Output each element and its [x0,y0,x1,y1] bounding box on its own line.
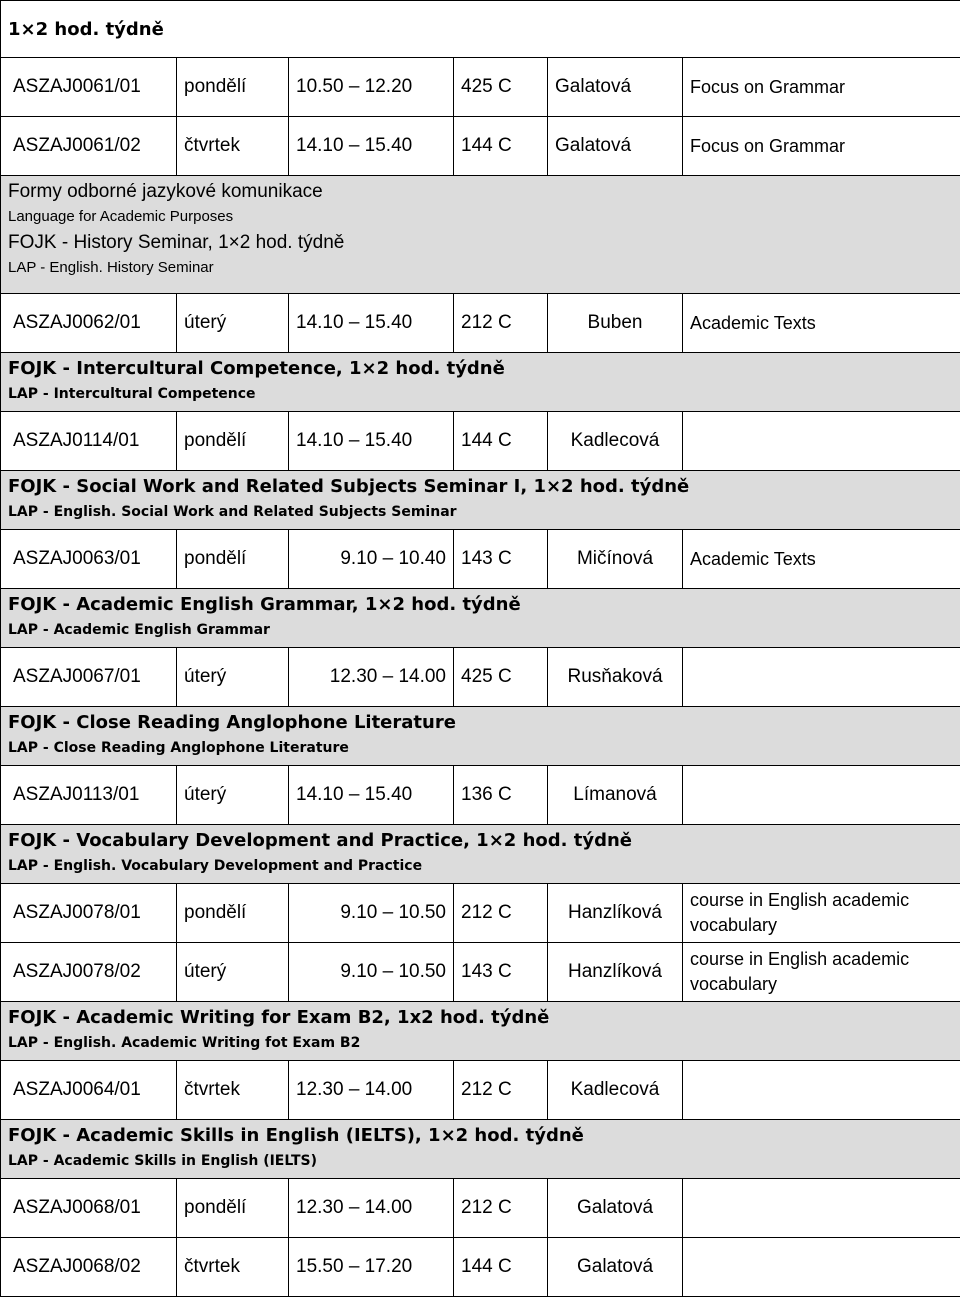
teacher: Galatová [548,1179,683,1238]
time: 9.10 – 10.40 [289,530,454,589]
note [683,766,960,825]
room: 212 C [454,1179,548,1238]
section-subtitle: LAP - English. Academic Writing fot Exam B2 [8,1035,361,1051]
section-header [1,825,960,884]
time: 12.30 – 14.00 [289,1179,454,1238]
time: 9.10 – 10.50 [289,884,454,943]
note: Focus on Grammar [683,117,960,176]
section-subtitle: LAP - Intercultural Competence [8,386,256,402]
teacher: Límanová [548,766,683,825]
teacher: Kadlecová [548,1061,683,1120]
note: Academic Texts [683,294,960,353]
room: 143 C [454,530,548,589]
table-row [1,1179,960,1238]
course-code: ASZAJ0064/01 [1,1061,177,1120]
section-subtitle: LAP - English. Vocabulary Development and Practice [8,858,423,874]
note [683,648,960,707]
table-row [1,117,960,176]
time: 15.50 – 17.20 [289,1238,454,1297]
header-row [1,1,960,58]
teacher: Galatová [548,58,683,117]
day: úterý [177,766,289,825]
room: 144 C [454,1238,548,1297]
course-code: ASZAJ0078/01 [1,884,177,943]
time: 14.10 – 15.40 [289,117,454,176]
section-cell [1,176,960,294]
header-cell: 1×2 hod. týdně [1,1,960,58]
note: course in English academic vocabulary [683,943,960,1002]
time: 12.30 – 14.00 [289,1061,454,1120]
day: čtvrtek [177,117,289,176]
teacher: Hanzlíková [548,943,683,1002]
note [683,1061,960,1120]
time: 14.10 – 15.40 [289,412,454,471]
section-header [1,471,960,530]
time: 12.30 – 14.00 [289,648,454,707]
section-cell [1,471,960,530]
note [683,1238,960,1297]
section-title: Formy odborné jazykové komunikace [8,181,323,202]
note [683,412,960,471]
section-title: FOJK - Academic Writing for Exam B2, 1x2 hod. týdně [8,1007,550,1028]
room: 425 C [454,648,548,707]
table-row [1,766,960,825]
section-title: FOJK - Academic Skills in English (IELTS), 1×2 hod. týdně [8,1125,584,1146]
time: 10.50 – 12.20 [289,58,454,117]
teacher: Buben [548,294,683,353]
table-row [1,648,960,707]
room: 212 C [454,884,548,943]
table-row [1,412,960,471]
room: 212 C [454,294,548,353]
day: pondělí [177,58,289,117]
teacher: Hanzlíková [548,884,683,943]
room: 136 C [454,766,548,825]
note: course in English academic vocabulary [683,884,960,943]
section-subtitle: LAP - English. Social Work and Related Subjects Seminar [8,504,457,520]
section-subtitle: LAP - Academic English Grammar [8,622,270,638]
section-title: FOJK - Intercultural Competence, 1×2 hod. týdně [8,358,505,379]
section-cell [1,589,960,648]
teacher: Galatová [548,1238,683,1297]
section-header [1,589,960,648]
course-code: ASZAJ0063/01 [1,530,177,589]
section-cell [1,1120,960,1179]
day: čtvrtek [177,1061,289,1120]
section-header [1,707,960,766]
section-title: FOJK - Social Work and Related Subjects Seminar I, 1×2 hod. týdně [8,476,690,497]
course-code: ASZAJ0113/01 [1,766,177,825]
section-subtitle: LAP - Academic Skills in English (IELTS) [8,1153,317,1169]
table-row [1,943,960,1002]
course-code: ASZAJ0061/01 [1,58,177,117]
teacher: Kadlecová [548,412,683,471]
time: 9.10 – 10.50 [289,943,454,1002]
table-row [1,294,960,353]
day: pondělí [177,1179,289,1238]
section-cell [1,1002,960,1061]
course-code: ASZAJ0078/02 [1,943,177,1002]
table-row [1,1238,960,1297]
day: úterý [177,943,289,1002]
time: 14.10 – 15.40 [289,766,454,825]
section-title: FOJK - Vocabulary Development and Practice, 1×2 hod. týdně [8,830,632,851]
course-code: ASZAJ0068/01 [1,1179,177,1238]
note [683,1179,960,1238]
course-code: ASZAJ0068/02 [1,1238,177,1297]
course-code: ASZAJ0061/02 [1,117,177,176]
section-header [1,176,960,294]
day: pondělí [177,412,289,471]
section-header [1,1002,960,1061]
table-row [1,884,960,943]
table-row [1,1061,960,1120]
section-subtitle: LAP - English. History Seminar [8,259,214,276]
course-code: ASZAJ0067/01 [1,648,177,707]
section-cell [1,707,960,766]
day: čtvrtek [177,1238,289,1297]
teacher: Mičínová [548,530,683,589]
section-subtitle: LAP - Close Reading Anglophone Literature [8,740,349,756]
note: Focus on Grammar [683,58,960,117]
day: úterý [177,294,289,353]
room: 212 C [454,1061,548,1120]
section-title: FOJK - Close Reading Anglophone Literature [8,712,456,733]
room: 144 C [454,412,548,471]
note: Academic Texts [683,530,960,589]
section-cell [1,353,960,412]
course-code: ASZAJ0062/01 [1,294,177,353]
section-title: FOJK - History Seminar, 1×2 hod. týdně [8,232,345,253]
day: úterý [177,648,289,707]
teacher: Rusňaková [548,648,683,707]
table-row [1,530,960,589]
day: pondělí [177,530,289,589]
section-subtitle: Language for Academic Purposes [8,208,234,225]
section-header [1,1120,960,1179]
room: 143 C [454,943,548,1002]
section-header [1,353,960,412]
table-row [1,58,960,117]
course-code: ASZAJ0114/01 [1,412,177,471]
section-cell [1,825,960,884]
section-title: FOJK - Academic English Grammar, 1×2 hod. týdně [8,594,521,615]
teacher: Galatová [548,117,683,176]
room: 144 C [454,117,548,176]
day: pondělí [177,884,289,943]
time: 14.10 – 15.40 [289,294,454,353]
room: 425 C [454,58,548,117]
